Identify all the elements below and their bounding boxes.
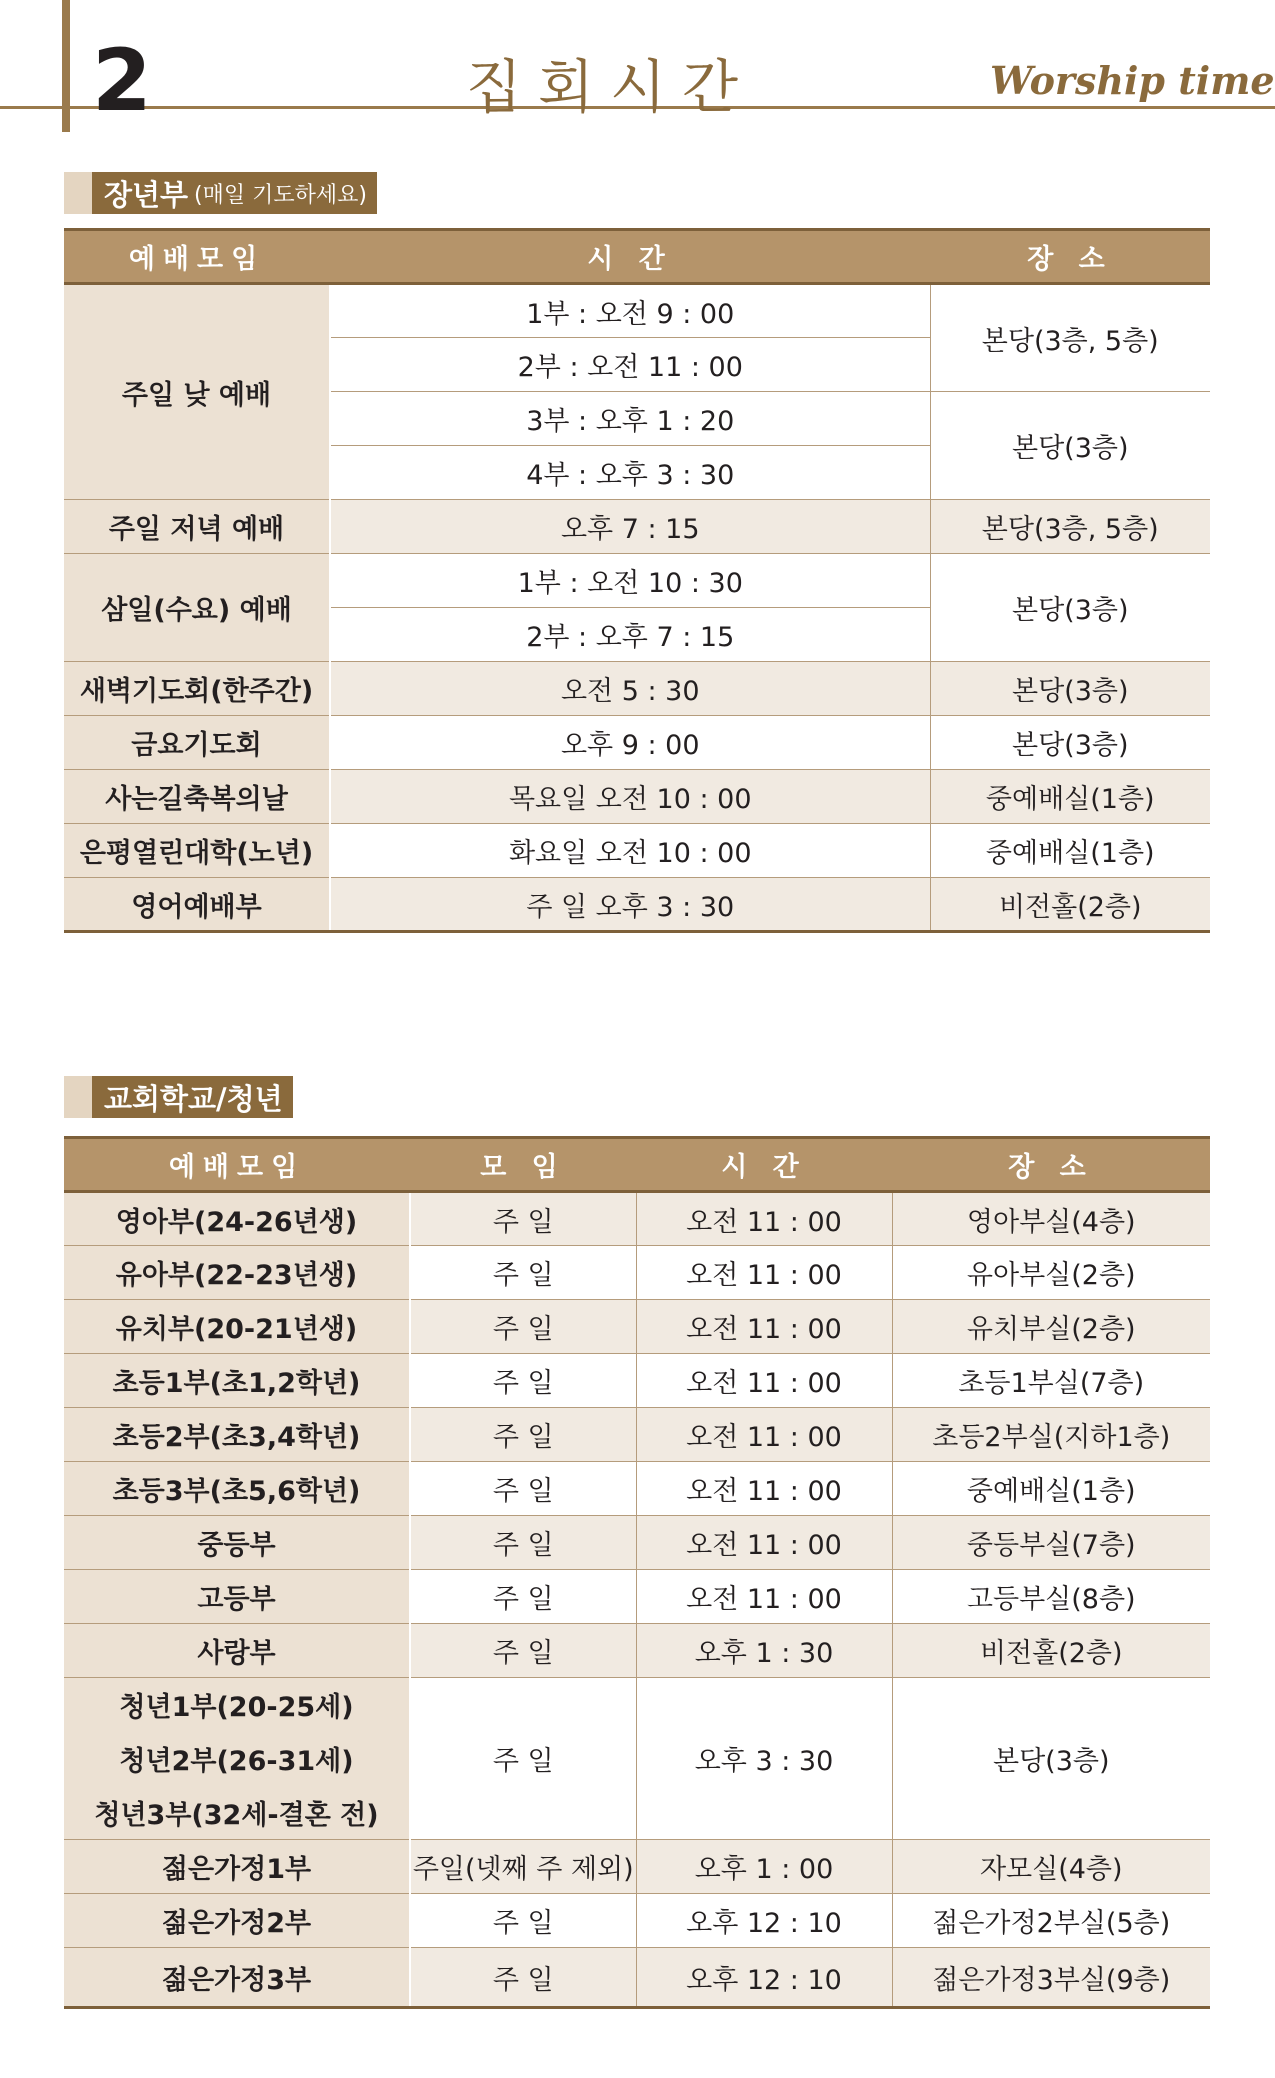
meeting-name: 금요기도회: [64, 716, 330, 770]
meeting-place: 고등부실(8층): [892, 1570, 1210, 1624]
meeting-time: 1부 : 오전 10 : 30: [330, 554, 930, 608]
meeting-name: 청년3부(32세-결혼 전): [64, 1786, 410, 1840]
meeting-day: 주 일: [410, 1678, 636, 1840]
section-label-text: [92, 172, 377, 214]
meeting-name: 유아부(22-23년생): [64, 1246, 410, 1300]
meeting-day: 주 일: [410, 1192, 636, 1246]
meeting-name: 삼일(수요) 예배: [64, 554, 330, 662]
table-row: [64, 1894, 1210, 1948]
meeting-place: 본당(3층): [930, 392, 1210, 500]
meeting-time: 오후 9 : 00: [330, 716, 930, 770]
table-row: [64, 1678, 1210, 1732]
table-row: [64, 716, 1210, 770]
section-label-adult: [64, 172, 377, 214]
meeting-name: 젊은가정2부: [64, 1894, 410, 1948]
meeting-time: 화요일 오전 10 : 00: [330, 824, 930, 878]
section-label-text: [92, 1076, 293, 1118]
meeting-time: 1부 : 오전 9 : 00: [330, 284, 930, 338]
meeting-time: 오전 11 : 00: [636, 1516, 892, 1570]
meeting-time: 2부 : 오후 7 : 15: [330, 608, 930, 662]
meeting-time: 오후 3 : 30: [636, 1678, 892, 1840]
meeting-place: 중예배실(1층): [892, 1462, 1210, 1516]
column-header-place: 장 소: [930, 230, 1210, 284]
meeting-place: 젊은가정3부실(9층): [892, 1948, 1210, 2008]
meeting-time: 목요일 오전 10 : 00: [330, 770, 930, 824]
meeting-name: 청년2부(26-31세): [64, 1732, 410, 1786]
meeting-name: 초등3부(초5,6학년): [64, 1462, 410, 1516]
meeting-place: 유치부실(2층): [892, 1300, 1210, 1354]
meeting-time: 오후 12 : 10: [636, 1894, 892, 1948]
meeting-name: 젊은가정1부: [64, 1840, 410, 1894]
meeting-time: 오전 11 : 00: [636, 1570, 892, 1624]
meeting-name: 유치부(20-21년생): [64, 1300, 410, 1354]
meeting-name: 사는길축복의날: [64, 770, 330, 824]
meeting-place: 중예배실(1층): [930, 770, 1210, 824]
meeting-place: 초등2부실(지하1층): [892, 1408, 1210, 1462]
column-header-meeting: 예배모임: [64, 230, 330, 284]
section-label-swatch: [64, 172, 92, 214]
table-row: [64, 1570, 1210, 1624]
table-row: [64, 1948, 1210, 2008]
meeting-name: 주일 낮 예배: [64, 284, 330, 500]
meeting-place: 유아부실(2층): [892, 1246, 1210, 1300]
section-label-swatch: [64, 1076, 92, 1118]
meeting-place: 본당(3층): [892, 1678, 1210, 1840]
page-header: [0, 0, 1275, 140]
meeting-day: 주 일: [410, 1570, 636, 1624]
column-header-time: 시 간: [330, 230, 930, 284]
meeting-name: 영아부(24-26년생): [64, 1192, 410, 1246]
meeting-name: 고등부: [64, 1570, 410, 1624]
column-header-meeting: 예배모임: [64, 1138, 410, 1192]
table-row: [64, 554, 1210, 608]
meeting-time: 오전 5 : 30: [330, 662, 930, 716]
column-header-place: 장 소: [892, 1138, 1210, 1192]
meeting-name: 사랑부: [64, 1624, 410, 1678]
meeting-place: 비전홀(2층): [930, 878, 1210, 932]
column-header-day: 모 임: [410, 1138, 636, 1192]
table-row: [64, 1624, 1210, 1678]
section-label-main: 장년부: [104, 177, 189, 212]
table-row: [64, 770, 1210, 824]
meeting-name: 젊은가정3부: [64, 1948, 410, 2008]
meeting-time: 오후 12 : 10: [636, 1948, 892, 2008]
meeting-place: 중예배실(1층): [930, 824, 1210, 878]
section-label-sub: (매일 기도하세요): [194, 182, 367, 208]
meeting-time: 오전 11 : 00: [636, 1354, 892, 1408]
meeting-time: 3부 : 오후 1 : 20: [330, 392, 930, 446]
meeting-place: 본당(3층): [930, 554, 1210, 662]
page-title-english: Worship time: [990, 58, 1275, 103]
meeting-time: 오후 7 : 15: [330, 500, 930, 554]
meeting-place: 본당(3층, 5층): [930, 284, 1210, 392]
meeting-place: 영아부실(4층): [892, 1192, 1210, 1246]
meeting-place: 자모실(4층): [892, 1840, 1210, 1894]
meeting-name: 청년1부(20-25세): [64, 1678, 410, 1732]
meeting-time: 오전 11 : 00: [636, 1246, 892, 1300]
meeting-day: 주 일: [410, 1408, 636, 1462]
meeting-name: 중등부: [64, 1516, 410, 1570]
table-row: [64, 500, 1210, 554]
meeting-day: 주 일: [410, 1948, 636, 2008]
meeting-time: 2부 : 오전 11 : 00: [330, 338, 930, 392]
meeting-time: 오전 11 : 00: [636, 1300, 892, 1354]
table-row: [64, 1246, 1210, 1300]
meeting-place: 비전홀(2층): [892, 1624, 1210, 1678]
table-row: [64, 1300, 1210, 1354]
meeting-day: 주 일: [410, 1516, 636, 1570]
meeting-time: 오전 11 : 00: [636, 1462, 892, 1516]
meeting-name: 주일 저녁 예배: [64, 500, 330, 554]
meeting-time: 4부 : 오후 3 : 30: [330, 446, 930, 500]
table-row: [64, 662, 1210, 716]
meeting-place: 본당(3층): [930, 716, 1210, 770]
meeting-time: 오전 11 : 00: [636, 1192, 892, 1246]
meeting-day: 주 일: [410, 1624, 636, 1678]
page-number: 2: [92, 31, 152, 131]
meeting-time: 오후 1 : 00: [636, 1840, 892, 1894]
table-row: [64, 1192, 1210, 1246]
table-row: [64, 1840, 1210, 1894]
meeting-name: 영어예배부: [64, 878, 330, 932]
table-row: [64, 1462, 1210, 1516]
table-row: [64, 824, 1210, 878]
meeting-place: 초등1부실(7층): [892, 1354, 1210, 1408]
meeting-name: 은평열린대학(노년): [64, 824, 330, 878]
table-row: [64, 1516, 1210, 1570]
section-label-school: [64, 1076, 293, 1118]
page-title: 집회시간: [465, 53, 755, 121]
meeting-day: 주 일: [410, 1462, 636, 1516]
table-row: [64, 1408, 1210, 1462]
table-header-row: [64, 230, 1210, 284]
meeting-name: 새벽기도회(한주간): [64, 662, 330, 716]
meeting-day: 주 일: [410, 1894, 636, 1948]
meeting-name: 초등1부(초1,2학년): [64, 1354, 410, 1408]
meeting-day: 주 일: [410, 1354, 636, 1408]
school-schedule-table: [64, 1136, 1210, 2009]
meeting-time: 오후 1 : 30: [636, 1624, 892, 1678]
table-row: [64, 878, 1210, 932]
meeting-day: 주 일: [410, 1300, 636, 1354]
meeting-time: 오전 11 : 00: [636, 1408, 892, 1462]
meeting-name: 초등2부(초3,4학년): [64, 1408, 410, 1462]
meeting-day: 주 일: [410, 1246, 636, 1300]
table-row: [64, 284, 1210, 338]
meeting-place: 본당(3층, 5층): [930, 500, 1210, 554]
meeting-place: 젊은가정2부실(5층): [892, 1894, 1210, 1948]
table-header-row: [64, 1138, 1210, 1192]
adult-schedule-table: [64, 228, 1210, 933]
meeting-day: 주일(넷째 주 제외): [410, 1840, 636, 1894]
meeting-place: 중등부실(7층): [892, 1516, 1210, 1570]
section-label-main: 교회학교/청년: [104, 1081, 283, 1116]
meeting-time: 주 일 오후 3 : 30: [330, 878, 930, 932]
meeting-place: 본당(3층): [930, 662, 1210, 716]
column-header-time: 시 간: [636, 1138, 892, 1192]
table-row: [64, 1354, 1210, 1408]
